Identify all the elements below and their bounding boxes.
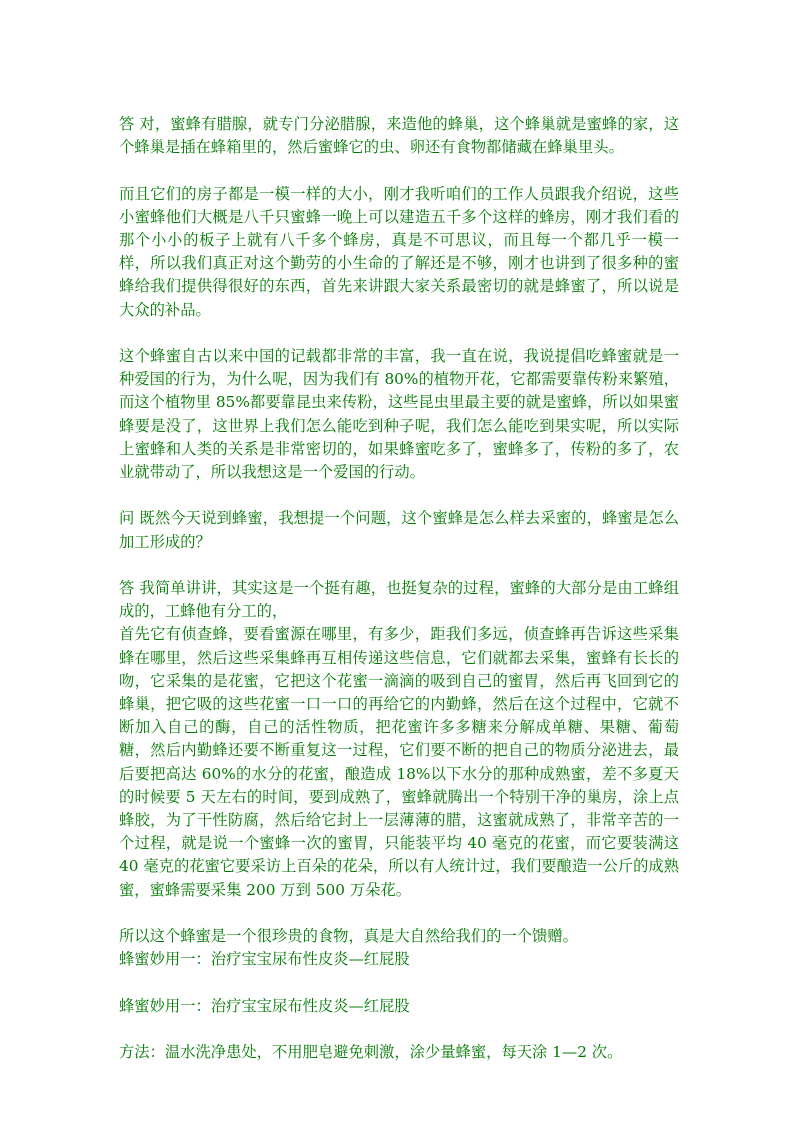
paragraph-honey-gift: 所以这个蜂蜜是一个很珍贵的食物，真是大自然给我们的一个馈赠。 xyxy=(119,927,578,946)
paragraph-method: 方法：温水洗净患处，不用肥皂避免刺激，涂少量蜂蜜，每天涂 1—2 次。 xyxy=(119,1043,623,1062)
subheading-diaper-rash-1: 蜂蜜妙用一：治疗宝宝尿布性皮炎—红屁股 xyxy=(119,950,410,969)
paragraph-honey-process: 首先它有侦查蜂，要看蜜源在哪里，有多少，距我们多远，侦查蜂再告诉这些采集蜂在哪里，然后这些采集蜂再互相传递这些信息，它们就都去采集，蜜蜂有长长的吻，它采集的是花蜜，它把这个花蜜一滴滴的吸到自己的蜜胃，然后再飞回到它的蜂巢，把它吸的这些花蜜一口一口的再给它的内勤蜂，然后在这个过程中，它就不断加入自己的酶，自己的活性物质，把花蜜许多多糖来分解成单糖、果糖、葡萄糖，然后内勤蜂还要不断重复这一过程，它们要不断的把自己的物质分泌进去，最后要把高达 60%的水分的花蜜，酿造成 18%以下水分的那种成熟蜜，差不多夏天的时候要 5 天左右的时间，要到成熟了，蜜蜂就腾出一个特别干净的巢房，涂上点蜂胶，为了干性防腐，然后给它封上一层薄薄的腊，这蜜就成熟了，非常辛苦的一个过程，就是说一个蜜蜂一次的蜜胃，只能装平均 40 毫克的花蜜，而它要装满这 40 毫克的花蜜它要采访上百朵的花朵，所以有人统计过，我们要酿造一公斤的成熟蜜，蜜蜂需要采集 200 万到 500 万朵花。 xyxy=(119,625,679,899)
document-body xyxy=(119,113,679,1087)
paragraph-answer-beehive: 答 对，蜜蜂有腊腺，就专门分泌腊腺，来造他的蜂巢，这个蜂巢就是蜜蜂的家，这个蜂巢是插在蜂箱里的，然后蜜蜂它的虫、卵还有食物都储藏在蜂巢里头。 xyxy=(119,115,679,157)
paragraph-honeycomb-cells: 而且它们的房子都是一模一样的大小，刚才我听咱们的工作人员跟我介绍说，这些小蜜蜂他们大概是八千只蜜蜂一晚上可以建造五千多个这样的蜂房，刚才我们看的那个小小的板子上就有八千多个蜂房，真是不可思议，而且每一个都几乎一模一样，所以我们真正对这个勤劳的小生命的了解还是不够，刚才也讲到了很多种的蜜蜂给我们提供得很好的东西，首先来讲跟大家关系最密切的就是蜂蜜了，所以说是大众的补品。 xyxy=(119,184,679,319)
paragraph-question-honey-making: 问 既然今天说到蜂蜜，我想提一个问题，这个蜜蜂是怎么样去采蜜的，蜂蜜是怎么加工形成的？ xyxy=(119,509,679,551)
subheading-diaper-rash-2: 蜂蜜妙用一：治疗宝宝尿布性皮炎—红屁股 xyxy=(119,996,410,1015)
paragraph-honey-patriotism: 这个蜂蜜自古以来中国的记载都非常的丰富，我一直在说，我说提倡吃蜂蜜就是一种爱国的行为，为什么呢，因为我们有 80%的植物开花，它都需要靠传粉来繁殖，而这个植物里 85%都要靠昆虫来传粉，这些昆虫里最主要的就是蜜蜂，所以如果蜜蜂要是没了，这世界上我们怎么能吃到种子呢，我们怎么能吃到果实呢，所以实际上蜜蜂和人类的关系是非常密切的，如果蜂蜜吃多了，蜜蜂多了，传粉的多了，农业就带动了，所以我想这是一个爱国的行动。 xyxy=(119,347,679,482)
paragraph-answer-intro: 答 我简单讲讲，其实这是一个挺有趣，也挺复杂的过程，蜜蜂的大部分是由工蜂组成的，工蜂他有分工的， xyxy=(119,579,679,621)
